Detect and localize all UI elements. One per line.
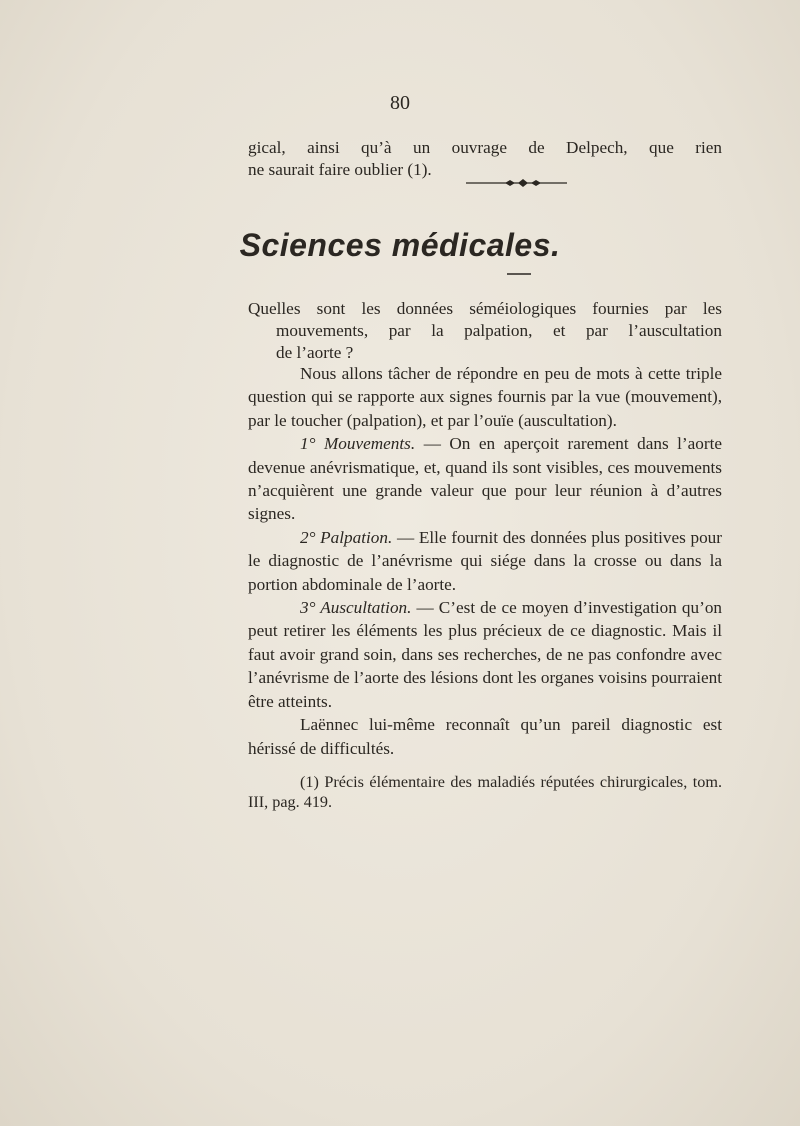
question-line-3: de l’aorte ? — [276, 343, 354, 362]
paragraph-palpation — [248, 526, 722, 596]
paragraph-auscultation — [248, 596, 722, 713]
label-auscultation: 3° Auscultation. — [300, 598, 412, 618]
body-text — [248, 362, 722, 760]
page-number: 80 — [390, 92, 410, 114]
question-block — [248, 298, 722, 364]
footnote-block — [248, 772, 722, 812]
question-line-1: Quelles sont les données séméiologiques fournies par les — [248, 299, 722, 318]
text-auscultation: — C’est de ce moyen d’investigation qu’on peut retirer les éléments les plus précieux de ce diagnostic. Mais il faut avoir grand soin, dans ses recherches, de ne pas confondre avec l’anévrisme de l’aorte des lésions dont les organes voisins pourraient être atteints. — [248, 598, 723, 711]
text-mouvements: — On en aperçoit rarement dans l’aorte devenue anévrismatique, et, quand ils sont visibles, ces mouvements n’acquièrent une grande valeur que pour leur réunion à d’autres signes. — [248, 434, 723, 524]
label-mouvements: 1° Mouvements. — [300, 434, 416, 454]
question-line-2: mouvements, par la palpation, et par l’auscultation — [276, 321, 722, 340]
label-palpation: 2° Palpation. — [300, 527, 393, 547]
section-title: Sciences médicales. — [239, 227, 561, 263]
paragraph-intro: Nous allons tâcher de répondre en peu de mots à cette triple question qui se rapporte aux signes fournis par la vue (mouvement), par le toucher (palpation), et par l’ouïe (auscultation). — [248, 364, 722, 430]
paragraph-mouvements — [248, 432, 722, 526]
intro-line-1: gical, ainsi qu’à un ouvrage de Delpech, que rien — [248, 138, 722, 157]
text-palpation: — Elle fournit des données plus positives pour le diagnostic de l’anévrisme qui siége dans la crosse ou dans la portion abdominale de l’aorte. — [248, 527, 722, 594]
ornamental-rule — [0, 176, 800, 190]
intro-paragraph — [248, 137, 722, 181]
title-underline — [0, 272, 800, 276]
paragraph-laennec: Laënnec lui-même reconnaît qu’un pareil diagnostic est hérissé de difficultés. — [248, 715, 722, 758]
intro-line-2: ne saurait faire oublier (1). — [248, 160, 432, 179]
footnote: (1) Précis élémentaire des maladiés réputées chirurgicales, tom. III, pag. 419. — [248, 773, 722, 811]
